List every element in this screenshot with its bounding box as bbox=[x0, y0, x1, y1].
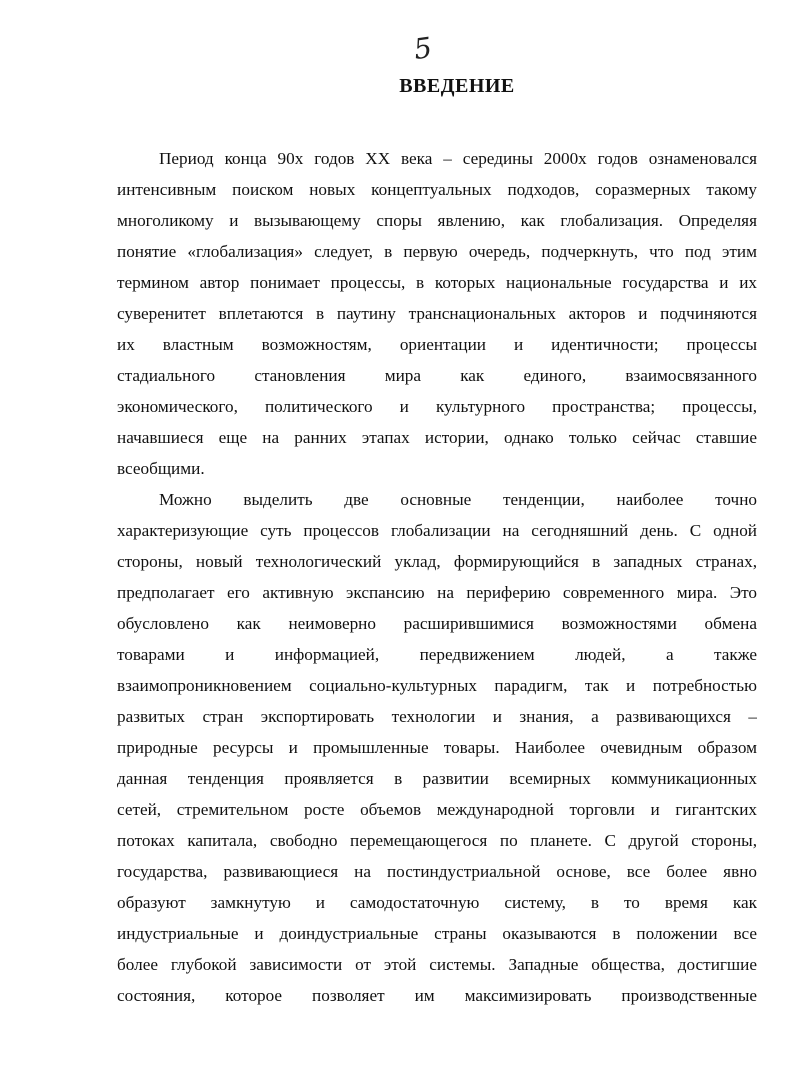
text-line: понятие «глобализация» следует, в первую очередь, подчеркнуть, что под этим bbox=[117, 242, 757, 261]
text-line: всеобщими. bbox=[117, 459, 205, 478]
text-line: многоликому и вызывающему споры явлению, как глобализация. Определяя bbox=[117, 211, 757, 230]
section-heading: ВВЕДЕНИЕ bbox=[399, 75, 515, 97]
text-line: развитых стран экспортировать технологии и знания, а развивающихся – bbox=[117, 707, 757, 726]
text-line: данная тенденция проявляется в развитии всемирных коммуникационных bbox=[117, 769, 757, 788]
text-line: сетей, стремительном росте объемов международной торговли и гигантских bbox=[117, 800, 757, 819]
text-line: товарами и информацией, передвижением людей, а также bbox=[117, 645, 757, 664]
text-line: интенсивным поиском новых концептуальных подходов, соразмерных такому bbox=[117, 180, 757, 199]
text-line: суверенитет вплетаются в паутину транснациональных акторов и подчиняются bbox=[117, 304, 757, 323]
text-line: индустриальные и доиндустриальные страны оказываются в положении все bbox=[117, 924, 757, 943]
handwritten-page-number: 5 bbox=[411, 30, 434, 67]
text-line: состояния, которое позволяет им максимизировать производственные bbox=[117, 986, 757, 1005]
text-line: взаимопроникновением социально-культурных парадигм, так и потребностью bbox=[117, 676, 757, 695]
text-line: термином автор понимает процессы, в которых национальные государства и их bbox=[117, 273, 757, 292]
text-line: начавшиеся еще на ранних этапах истории, однако только сейчас ставшие bbox=[117, 428, 757, 447]
text-line: потоках капитала, свободно перемещающегося по планете. С другой стороны, bbox=[117, 831, 757, 850]
text-line: стороны, новый технологический уклад, формирующийся в западных странах, bbox=[117, 552, 757, 571]
text-line: природные ресурсы и промышленные товары. Наиболее очевидным образом bbox=[117, 738, 757, 757]
text-line: обусловлено как неимоверно расширившимися возможностями обмена bbox=[117, 614, 757, 633]
text-line: характеризующие суть процессов глобализации на сегодняшний день. С одной bbox=[117, 521, 757, 540]
text-line: экономического, политического и культурного пространства; процессы, bbox=[117, 397, 757, 416]
text-line: Период конца 90х годов XX века – середины 2000х годов ознаменовался bbox=[159, 149, 757, 168]
body-text bbox=[117, 143, 757, 1011]
text-line: образуют замкнутую и самодостаточную систему, в то время как bbox=[117, 893, 757, 912]
text-line: более глубокой зависимости от этой системы. Западные общества, достигшие bbox=[117, 955, 757, 974]
text-line: Можно выделить две основные тенденции, наиболее точно bbox=[159, 490, 757, 509]
text-line: предполагает его активную экспансию на периферию современного мира. Это bbox=[117, 583, 757, 602]
text-line: их властным возможностям, ориентации и идентичности; процессы bbox=[117, 335, 757, 354]
text-line: стадиального становления мира как единого, взаимосвязанного bbox=[117, 366, 757, 385]
text-line: государства, развивающиеся на постиндустриальной основе, все более явно bbox=[117, 862, 757, 881]
